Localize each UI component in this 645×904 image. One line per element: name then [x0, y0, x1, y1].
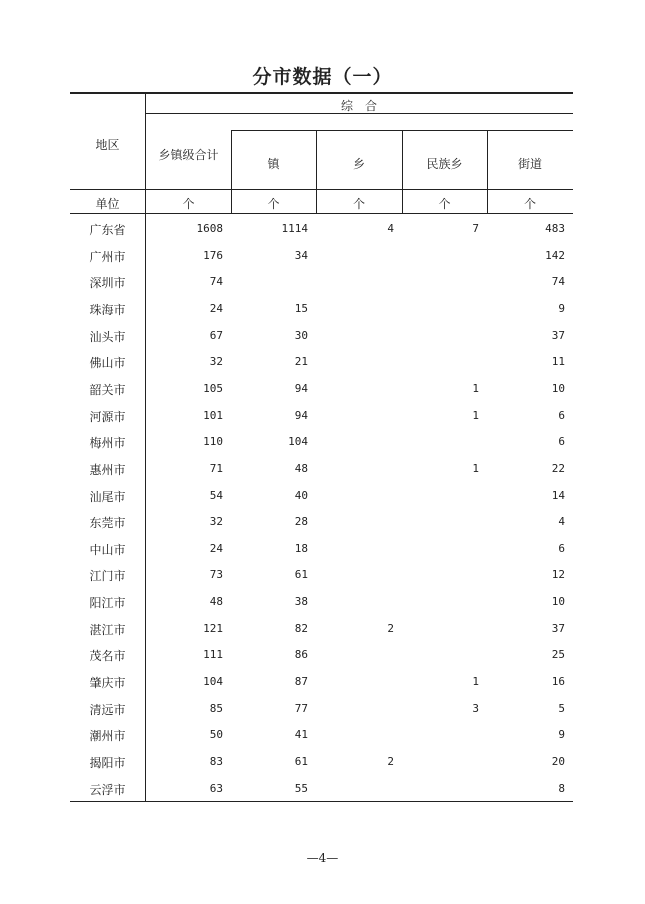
- row-value-cell: 74: [551, 275, 565, 288]
- row-value-cell: 9: [558, 728, 565, 741]
- row-value-cell: 3: [472, 702, 479, 715]
- col-header-subdistrict: 街道: [517, 157, 542, 171]
- row-value-cell: 74: [209, 275, 223, 288]
- row-value-cell: 73: [209, 568, 223, 581]
- row-value-cell: 7: [472, 222, 479, 235]
- row-value-cell: 82: [294, 622, 308, 635]
- page-number: —4—: [306, 851, 339, 865]
- row-region-name: 河源市: [89, 410, 126, 424]
- row-value-cell: 20: [551, 755, 565, 768]
- row-value-cell: 1: [472, 462, 479, 475]
- table-bottom-rule: [70, 801, 573, 802]
- row-region-name: 汕头市: [89, 330, 126, 344]
- row-value-cell: 10: [551, 595, 565, 608]
- row-value-cell: 28: [294, 515, 308, 528]
- row-value-cell: 5: [558, 702, 565, 715]
- row-value-cell: 9: [558, 302, 565, 315]
- row-value-cell: 48: [294, 462, 308, 475]
- col-header-ethnic-township: 民族乡: [426, 157, 463, 171]
- row-region-name: 惠州市: [89, 463, 126, 477]
- row-value-cell: 50: [209, 728, 223, 741]
- row-value-cell: 2: [387, 755, 394, 768]
- row-region-name: 广州市: [89, 250, 126, 264]
- row-region-name: 东莞市: [89, 516, 126, 530]
- row-region-name: 揭阳市: [89, 756, 126, 770]
- row-value-cell: 22: [551, 462, 565, 475]
- row-value-cell: 14: [551, 489, 565, 502]
- row-value-cell: 38: [294, 595, 308, 608]
- row-value-cell: 83: [209, 755, 223, 768]
- row-value-cell: 6: [558, 435, 565, 448]
- unit-subdistrict: 个: [523, 197, 536, 211]
- row-value-cell: 6: [558, 542, 565, 555]
- row-value-cell: 11: [551, 355, 565, 368]
- row-value-cell: 16: [551, 675, 565, 688]
- row-value-cell: 63: [209, 782, 223, 795]
- row-value-cell: 8: [558, 782, 565, 795]
- row-value-cell: 104: [288, 435, 308, 448]
- row-value-cell: 32: [209, 355, 223, 368]
- row-value-cell: 94: [294, 409, 308, 422]
- row-region-name: 云浮市: [89, 783, 126, 797]
- row-value-cell: 15: [294, 302, 308, 315]
- region-header: 地区: [95, 138, 120, 152]
- page-title: 分市数据（一）: [252, 66, 393, 88]
- row-region-name: 江门市: [89, 569, 126, 583]
- unit-township: 个: [352, 197, 365, 211]
- row-region-name: 深圳市: [89, 276, 126, 290]
- row-value-cell: 1: [472, 409, 479, 422]
- row-value-cell: 37: [551, 622, 565, 635]
- row-value-cell: 40: [294, 489, 308, 502]
- row-region-name: 广东省: [89, 223, 126, 237]
- row-value-cell: 61: [294, 755, 308, 768]
- row-value-cell: 87: [294, 675, 308, 688]
- row-value-cell: 1114: [281, 222, 308, 235]
- unit-total: 个: [182, 197, 195, 211]
- row-value-cell: 105: [203, 382, 223, 395]
- row-region-name: 梅州市: [89, 436, 126, 450]
- row-value-cell: 34: [294, 249, 308, 262]
- row-value-cell: 48: [209, 595, 223, 608]
- row-value-cell: 24: [209, 302, 223, 315]
- row-value-cell: 12: [551, 568, 565, 581]
- row-value-cell: 1: [472, 675, 479, 688]
- row-value-cell: 121: [203, 622, 223, 635]
- row-value-cell: 54: [209, 489, 223, 502]
- row-value-cell: 30: [294, 329, 308, 342]
- row-value-cell: 71: [209, 462, 223, 475]
- row-value-cell: 6: [558, 409, 565, 422]
- row-region-name: 潮州市: [89, 729, 126, 743]
- row-value-cell: 32: [209, 515, 223, 528]
- row-region-name: 湛江市: [89, 623, 126, 637]
- row-value-cell: 142: [545, 249, 565, 262]
- row-value-cell: 10: [551, 382, 565, 395]
- col-header-township: 乡: [352, 157, 365, 171]
- row-value-cell: 101: [203, 409, 223, 422]
- row-region-name: 汕尾市: [89, 490, 126, 504]
- unit-town: 个: [267, 197, 280, 211]
- row-value-cell: 111: [203, 648, 223, 661]
- row-region-name: 韶关市: [89, 383, 126, 397]
- unit-label: 单位: [95, 197, 120, 211]
- row-value-cell: 18: [294, 542, 308, 555]
- row-region-name: 中山市: [89, 543, 126, 557]
- row-value-cell: 21: [294, 355, 308, 368]
- row-value-cell: 104: [203, 675, 223, 688]
- row-value-cell: 4: [558, 515, 565, 528]
- row-value-cell: 61: [294, 568, 308, 581]
- row-value-cell: 67: [209, 329, 223, 342]
- row-value-cell: 24: [209, 542, 223, 555]
- row-value-cell: 37: [551, 329, 565, 342]
- row-value-cell: 1608: [196, 222, 223, 235]
- row-region-name: 阳江市: [89, 596, 126, 610]
- row-region-name: 肇庆市: [89, 676, 126, 690]
- row-region-name: 清远市: [89, 703, 126, 717]
- row-value-cell: 55: [294, 782, 308, 795]
- row-value-cell: 1: [472, 382, 479, 395]
- row-value-cell: 4: [387, 222, 394, 235]
- row-value-cell: 77: [294, 702, 308, 715]
- row-value-cell: 110: [203, 435, 223, 448]
- group-header: 综 合: [340, 99, 377, 113]
- row-value-cell: 176: [203, 249, 223, 262]
- col-header-town: 镇: [267, 157, 280, 171]
- row-value-cell: 2: [387, 622, 394, 635]
- row-value-cell: 85: [209, 702, 223, 715]
- row-value-cell: 94: [294, 382, 308, 395]
- row-value-cell: 86: [294, 648, 308, 661]
- unit-ethnic-township: 个: [438, 197, 451, 211]
- row-value-cell: 41: [294, 728, 308, 741]
- row-region-name: 佛山市: [89, 356, 126, 370]
- row-region-name: 珠海市: [89, 303, 126, 317]
- row-region-name: 茂名市: [89, 649, 126, 663]
- row-value-cell: 25: [551, 648, 565, 661]
- col-header-total: 乡镇级合计: [158, 148, 219, 162]
- row-value-cell: 483: [545, 222, 565, 235]
